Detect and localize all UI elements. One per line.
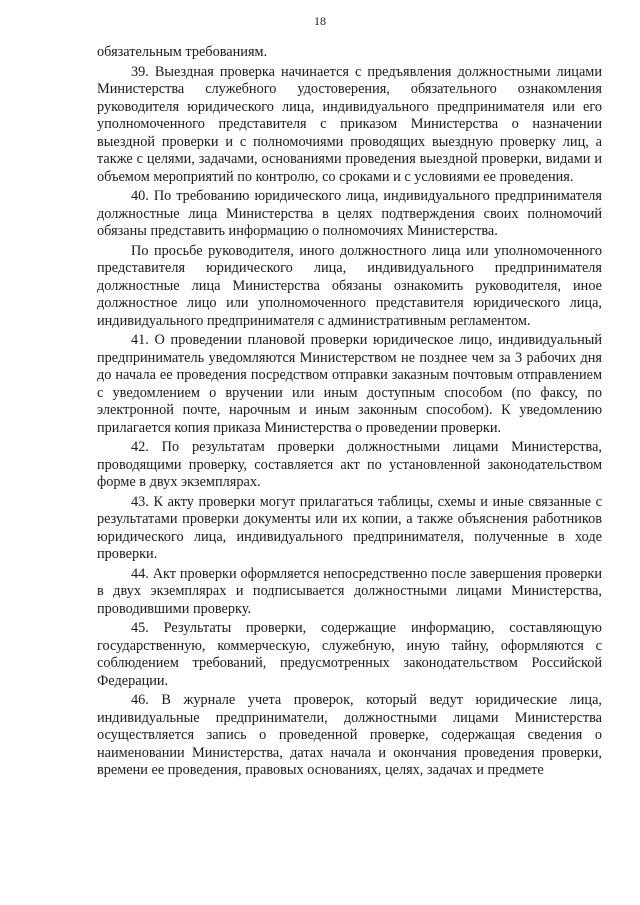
paragraph-41: 41. О проведении плановой проверки юридическое лицо, индивидуальный предприниматель уведомляются Министерством не позднее чем за 3 рабочих дня до начала ее проведения посредством отправки заказным почтовым отправлением с уведомлением о вручении или иным доступным способом (по факсу, по электронной почте, нарочным и иным законным способом). К уведомлению прилагается копия приказа Министерства о проведении проверки.	[97, 332, 602, 436]
paragraph-43: 43. К акту проверки могут прилагаться таблицы, схемы и иные связанные с результатами проверки документы или их копии, а также объяснения работников юридического лица, индивидуального предпринимателя, полученные в ходе проверки.	[97, 493, 602, 562]
page-number: 18	[314, 14, 326, 28]
paragraph-46: 46. В журнале учета проверок, который ведут юридические лица, индивидуальные предприниматели, должностными лицами Министерства осуществляется запись о проведенной проверке, содержащая сведения о наименовании Министерства, датах начала и окончания проведения проверки, времени ее проведения, правовых основаниях, целях, задачах и предмете	[97, 692, 602, 778]
paragraph-40: 40. По требованию юридического лица, индивидуального предпринимателя должностные лица Министерства в целях подтверждения своих полномочий обязаны представить информацию о полномочиях Министерства.	[97, 188, 602, 239]
paragraph-continuation: обязательным требованиям.	[97, 44, 268, 60]
paragraph-45: 45. Результаты проверки, содержащие информацию, составляющую государственную, коммерческую, служебную, иную тайну, оформляются с соблюдением требований, предусмотренных законодательством Российской Федерации.	[97, 620, 602, 689]
paragraph-40-request: По просьбе руководителя, иного должностного лица или уполномоченного представителя юридического лица, индивидуального предпринимателя должностные лица Министерства обязаны ознакомить руководителя, иное должностное лицо или уполномоченного представителя юридического лица, индивидуального предпринимателя с административным регламентом.	[97, 242, 602, 329]
paragraph-39: 39. Выездная проверка начинается с предъявления должностными лицами Министерства служебного удостоверения, обязательного ознакомления руководителя юридического лица, индивидуального предпринимателя или его уполномоченного представителя с приказом Министерства о назначении выездной проверки и с полномочиями проводящих выездную проверку лиц, а также с целями, задачами, основаниями проведения выездной проверки, видами и объемом мероприятий по контролю, со сроками и с условиями ее проведения.	[97, 63, 602, 185]
paragraph-44: 44. Акт проверки оформляется непосредственно после завершения проверки в двух экземплярах и подписывается должностными лицами Министерства, проводившими проверку.	[97, 565, 602, 617]
paragraph-42: 42. По результатам проверки должностными лицами Министерства, проводящими проверку, составляется акт по установленной законодательством форме в двух экземплярах.	[97, 439, 602, 490]
document-body	[97, 44, 602, 780]
